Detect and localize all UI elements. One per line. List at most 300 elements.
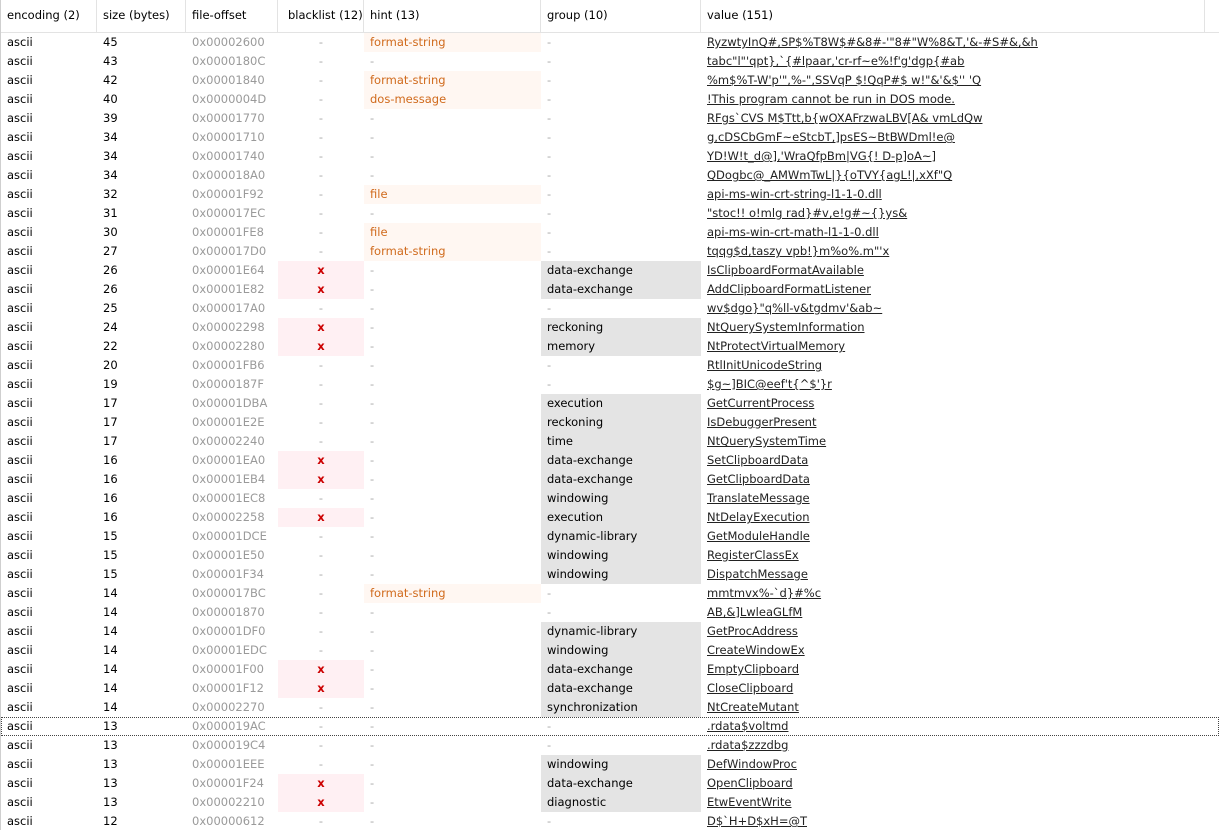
string-value-link[interactable]: GetProcAddress bbox=[707, 624, 798, 638]
file-offset-cell: 0x00001E64 bbox=[192, 263, 265, 277]
string-value-link[interactable]: RFgs`CVS M$Ttt,b{wOXAFrzwaLBV[A& vmLdQw bbox=[707, 111, 983, 125]
encoding-cell: ascii bbox=[7, 567, 33, 581]
size-cell: 20 bbox=[103, 358, 118, 372]
blacklist-cell: - bbox=[318, 700, 324, 714]
file-offset-cell: 0x00002210 bbox=[192, 795, 265, 809]
encoding-cell: ascii bbox=[7, 149, 33, 163]
table-row[interactable] bbox=[1, 717, 1219, 736]
file-offset-cell: 0x00002298 bbox=[192, 320, 265, 334]
size-cell: 22 bbox=[103, 339, 118, 353]
value-cell bbox=[701, 375, 1205, 394]
blacklist-cell: - bbox=[318, 358, 324, 372]
string-value-link[interactable]: NtQuerySystemInformation bbox=[707, 320, 865, 334]
value-cell bbox=[701, 508, 1205, 527]
hint-cell: - bbox=[370, 567, 375, 581]
size-cell: 15 bbox=[103, 548, 118, 562]
encoding-cell: ascii bbox=[7, 605, 33, 619]
hint-cell: - bbox=[370, 510, 375, 524]
blacklist-cell: - bbox=[318, 35, 324, 49]
size-cell: 40 bbox=[103, 92, 118, 106]
file-offset-cell: 0x00001DCE bbox=[192, 529, 267, 543]
file-offset-cell: 0x000019C4 bbox=[192, 738, 266, 752]
string-value-link[interactable]: RegisterClassEx bbox=[707, 548, 799, 562]
string-value-link[interactable]: GetCurrentProcess bbox=[707, 396, 815, 410]
blacklist-cell: - bbox=[318, 586, 324, 600]
column-header-value[interactable]: value (151) bbox=[701, 0, 1205, 32]
encoding-cell: ascii bbox=[7, 681, 33, 695]
hint-cell: - bbox=[370, 605, 375, 619]
blacklist-cell: - bbox=[318, 187, 324, 201]
blacklist-cell: - bbox=[318, 415, 324, 429]
size-cell: 13 bbox=[103, 776, 118, 790]
size-cell: 30 bbox=[103, 225, 118, 239]
file-offset-cell: 0x00001870 bbox=[192, 605, 265, 619]
table-row[interactable] bbox=[1, 204, 1219, 223]
group-cell: - bbox=[547, 719, 552, 733]
value-cell bbox=[701, 546, 1205, 565]
file-offset-cell: 0x00001F24 bbox=[192, 776, 264, 790]
hint-cell: - bbox=[370, 681, 375, 695]
table-row[interactable] bbox=[1, 337, 1219, 356]
string-value-link[interactable]: api-ms-win-crt-string-l1-1-0.dll bbox=[707, 187, 882, 201]
string-value-link[interactable]: mmtmvx%-`d}#%c bbox=[707, 586, 822, 600]
hint-cell: - bbox=[370, 814, 375, 828]
table-row[interactable] bbox=[1, 470, 1219, 489]
group-cell: data-exchange bbox=[541, 470, 701, 489]
file-offset-cell: 0x00001E82 bbox=[192, 282, 265, 296]
encoding-cell: ascii bbox=[7, 130, 33, 144]
string-value-link[interactable]: .rdata$voltmd bbox=[707, 719, 789, 733]
blacklist-cell: - bbox=[318, 757, 324, 771]
table-row[interactable] bbox=[1, 185, 1219, 204]
encoding-cell: ascii bbox=[7, 643, 33, 657]
table-row[interactable] bbox=[1, 603, 1219, 622]
value-cell bbox=[701, 242, 1205, 261]
blacklist-cell: - bbox=[318, 244, 324, 258]
group-cell: windowing bbox=[541, 565, 701, 584]
file-offset-cell: 0x0000187F bbox=[192, 377, 264, 391]
table-row[interactable] bbox=[1, 527, 1219, 546]
size-cell: 26 bbox=[103, 282, 118, 296]
value-cell bbox=[701, 622, 1205, 641]
size-cell: 15 bbox=[103, 529, 118, 543]
string-value-link[interactable]: g,cDSCbGmF~eStcbT,]psES~BtBWDml!e@ bbox=[707, 130, 955, 144]
encoding-cell: ascii bbox=[7, 510, 33, 524]
group-cell: diagnostic bbox=[541, 793, 701, 812]
hint-cell: - bbox=[370, 111, 375, 125]
file-offset-cell: 0x00000612 bbox=[192, 814, 265, 828]
column-header-encoding[interactable]: encoding (2) bbox=[1, 0, 97, 32]
table-row[interactable] bbox=[1, 451, 1219, 470]
value-cell bbox=[701, 793, 1205, 812]
group-cell: data-exchange bbox=[541, 679, 701, 698]
size-cell: 32 bbox=[103, 187, 118, 201]
table-row[interactable] bbox=[1, 812, 1219, 831]
encoding-cell: ascii bbox=[7, 92, 33, 106]
table-body bbox=[1, 33, 1219, 831]
string-value-link[interactable]: $g~]BIC@eef't{^$'}r bbox=[707, 377, 832, 391]
blacklist-cell: - bbox=[318, 206, 324, 220]
encoding-cell: ascii bbox=[7, 263, 33, 277]
file-offset-cell: 0x000017BC bbox=[192, 586, 266, 600]
string-value-link[interactable]: NtCreateMutant bbox=[707, 700, 799, 714]
table-row[interactable] bbox=[1, 242, 1219, 261]
encoding-cell: ascii bbox=[7, 795, 33, 809]
hint-cell: - bbox=[370, 776, 375, 790]
string-value-link[interactable]: IsDebuggerPresent bbox=[707, 415, 817, 429]
encoding-cell: ascii bbox=[7, 54, 33, 68]
size-cell: 25 bbox=[103, 301, 118, 315]
blacklist-cell: - bbox=[318, 548, 324, 562]
string-value-link[interactable]: NtDelayExecution bbox=[707, 510, 810, 524]
file-offset-cell: 0x00002600 bbox=[192, 35, 265, 49]
hint-cell: - bbox=[370, 358, 375, 372]
table-row[interactable] bbox=[1, 774, 1219, 793]
encoding-cell: ascii bbox=[7, 301, 33, 315]
blacklist-cell: - bbox=[318, 605, 324, 619]
hint-cell: - bbox=[370, 529, 375, 543]
group-cell: reckoning bbox=[541, 318, 701, 337]
string-value-link[interactable]: GetModuleHandle bbox=[707, 529, 810, 543]
file-offset-cell: 0x00001770 bbox=[192, 111, 265, 125]
file-offset-cell: 0x000017EC bbox=[192, 206, 266, 220]
value-cell bbox=[701, 527, 1205, 546]
table-row[interactable] bbox=[1, 90, 1219, 109]
value-cell bbox=[701, 166, 1205, 185]
size-cell: 27 bbox=[103, 244, 118, 258]
encoding-cell: ascii bbox=[7, 776, 33, 790]
blacklist-cell: - bbox=[318, 567, 324, 581]
table-row[interactable] bbox=[1, 394, 1219, 413]
table-row[interactable] bbox=[1, 432, 1219, 451]
string-value-link[interactable]: TranslateMessage bbox=[707, 491, 810, 505]
table-row[interactable] bbox=[1, 660, 1219, 679]
blacklist-cell: - bbox=[318, 643, 324, 657]
string-value-link[interactable]: api-ms-win-crt-math-l1-1-0.dll bbox=[707, 225, 879, 239]
table-header bbox=[1, 0, 1219, 33]
string-value-link[interactable]: tabc"l"'qpt},`{#lpaar,'cr-rf~e%!f'g'dgp{#ab bbox=[707, 54, 965, 68]
table-row[interactable] bbox=[1, 508, 1219, 527]
group-cell: dynamic-library bbox=[541, 622, 701, 641]
file-offset-cell: 0x00001FE8 bbox=[192, 225, 264, 239]
hint-cell: - bbox=[370, 339, 375, 353]
blacklist-cell: - bbox=[318, 73, 324, 87]
group-cell: execution bbox=[541, 394, 701, 413]
encoding-cell: ascii bbox=[7, 415, 33, 429]
value-cell bbox=[701, 413, 1205, 432]
table-row[interactable] bbox=[1, 109, 1219, 128]
string-value-link[interactable]: %m$%T-W'p'",%-",SSVqP $!QqP#$ w!"&'&$'' 'Q bbox=[707, 73, 982, 87]
string-value-link[interactable]: SetClipboardData bbox=[707, 453, 809, 467]
file-offset-cell: 0x00002258 bbox=[192, 510, 265, 524]
value-cell bbox=[701, 299, 1205, 318]
table-row[interactable] bbox=[1, 565, 1219, 584]
size-cell: 31 bbox=[103, 206, 118, 220]
hint-cell: - bbox=[370, 320, 375, 334]
blacklist-mark-icon: x bbox=[278, 280, 364, 299]
hint-cell: - bbox=[370, 491, 375, 505]
group-cell: data-exchange bbox=[541, 261, 701, 280]
group-cell: - bbox=[547, 73, 552, 87]
string-value-link[interactable]: DispatchMessage bbox=[707, 567, 808, 581]
encoding-cell: ascii bbox=[7, 529, 33, 543]
table-row[interactable] bbox=[1, 280, 1219, 299]
hint-cell: - bbox=[370, 700, 375, 714]
group-cell: - bbox=[547, 149, 552, 163]
file-offset-cell: 0x00001EC8 bbox=[192, 491, 266, 505]
blacklist-mark-icon: x bbox=[278, 679, 364, 698]
size-cell: 14 bbox=[103, 586, 118, 600]
file-offset-cell: 0x00001740 bbox=[192, 149, 265, 163]
blacklist-cell: - bbox=[318, 719, 324, 733]
hint-cell: - bbox=[370, 54, 375, 68]
column-header-hint[interactable]: hint (13) bbox=[364, 0, 541, 32]
table-row[interactable] bbox=[1, 223, 1219, 242]
hint-cell: format-string bbox=[364, 33, 541, 52]
group-cell: execution bbox=[541, 508, 701, 527]
size-cell: 16 bbox=[103, 491, 118, 505]
hint-cell: - bbox=[370, 434, 375, 448]
group-cell: reckoning bbox=[541, 413, 701, 432]
encoding-cell: ascii bbox=[7, 700, 33, 714]
table-row[interactable] bbox=[1, 584, 1219, 603]
file-offset-cell: 0x00001F00 bbox=[192, 662, 264, 676]
hint-cell: - bbox=[370, 206, 375, 220]
group-cell: - bbox=[547, 814, 552, 828]
blacklist-mark-icon: x bbox=[278, 470, 364, 489]
table-row[interactable] bbox=[1, 546, 1219, 565]
table-row[interactable] bbox=[1, 166, 1219, 185]
value-cell bbox=[701, 774, 1205, 793]
string-value-link[interactable]: D$`H+D$xH=@T bbox=[707, 814, 807, 828]
hint-cell: - bbox=[370, 757, 375, 771]
string-value-link[interactable]: CreateWindowEx bbox=[707, 643, 805, 657]
blacklist-cell: - bbox=[318, 529, 324, 543]
table-row[interactable] bbox=[1, 793, 1219, 812]
encoding-cell: ascii bbox=[7, 757, 33, 771]
column-header-group[interactable]: group (10) bbox=[541, 0, 701, 32]
blacklist-cell: - bbox=[318, 814, 324, 828]
string-value-link[interactable]: wv$dgo}"q%ll-v&tgdmv'&ab~ bbox=[707, 301, 883, 315]
blacklist-mark-icon: x bbox=[278, 508, 364, 527]
file-offset-cell: 0x0000180C bbox=[192, 54, 266, 68]
encoding-cell: ascii bbox=[7, 814, 33, 828]
file-offset-cell: 0x00001EA0 bbox=[192, 453, 266, 467]
group-cell: dynamic-library bbox=[541, 527, 701, 546]
table-row[interactable] bbox=[1, 679, 1219, 698]
file-offset-cell: 0x00001EDC bbox=[192, 643, 267, 657]
group-cell: synchronization bbox=[541, 698, 701, 717]
value-cell bbox=[701, 337, 1205, 356]
value-cell bbox=[701, 356, 1205, 375]
encoding-cell: ascii bbox=[7, 225, 33, 239]
hint-cell: - bbox=[370, 719, 375, 733]
encoding-cell: ascii bbox=[7, 396, 33, 410]
group-cell: - bbox=[547, 92, 552, 106]
column-header-file-offset[interactable]: file-offset bbox=[186, 0, 278, 32]
size-cell: 12 bbox=[103, 814, 118, 828]
table-row[interactable] bbox=[1, 299, 1219, 318]
table-row[interactable] bbox=[1, 413, 1219, 432]
table-row[interactable] bbox=[1, 33, 1219, 52]
size-cell: 14 bbox=[103, 624, 118, 638]
file-offset-cell: 0x00001F92 bbox=[192, 187, 264, 201]
hint-cell: dos-message bbox=[364, 90, 541, 109]
string-value-link[interactable]: GetClipboardData bbox=[707, 472, 810, 486]
group-cell: - bbox=[547, 738, 552, 752]
size-cell: 17 bbox=[103, 415, 118, 429]
hint-cell: - bbox=[370, 453, 375, 467]
encoding-cell: ascii bbox=[7, 719, 33, 733]
table-row[interactable] bbox=[1, 622, 1219, 641]
group-cell: - bbox=[547, 244, 552, 258]
value-cell bbox=[701, 33, 1205, 52]
string-value-link[interactable]: IsClipboardFormatAvailable bbox=[707, 263, 864, 277]
group-cell: - bbox=[547, 377, 552, 391]
string-value-link[interactable]: RyzwtyInQ#,SP$%T8W$#&8#-'"8#"W%8&T,'&-#S#&,&h bbox=[707, 35, 1038, 49]
blacklist-mark-icon: x bbox=[278, 261, 364, 280]
value-cell bbox=[701, 660, 1205, 679]
hint-cell: - bbox=[370, 548, 375, 562]
group-cell: windowing bbox=[541, 489, 701, 508]
value-cell bbox=[701, 451, 1205, 470]
hint-cell: - bbox=[370, 263, 375, 277]
group-cell: windowing bbox=[541, 755, 701, 774]
string-value-link[interactable]: NtQuerySystemTime bbox=[707, 434, 827, 448]
file-offset-cell: 0x0000004D bbox=[192, 92, 267, 106]
group-cell: - bbox=[547, 358, 552, 372]
hint-cell: - bbox=[370, 472, 375, 486]
table-row[interactable] bbox=[1, 71, 1219, 90]
string-value-link[interactable]: DefWindowProc bbox=[707, 757, 797, 771]
table-row[interactable] bbox=[1, 356, 1219, 375]
group-cell: - bbox=[547, 301, 552, 315]
hint-cell: - bbox=[370, 282, 375, 296]
table-row[interactable] bbox=[1, 489, 1219, 508]
encoding-cell: ascii bbox=[7, 586, 33, 600]
file-offset-cell: 0x000017A0 bbox=[192, 301, 266, 315]
hint-cell: - bbox=[370, 738, 375, 752]
file-offset-cell: 0x00002270 bbox=[192, 700, 265, 714]
hint-cell: - bbox=[370, 624, 375, 638]
hint-cell: - bbox=[370, 795, 375, 809]
table-row[interactable] bbox=[1, 128, 1219, 147]
group-cell: - bbox=[547, 605, 552, 619]
column-header-blacklist[interactable]: blacklist (12) bbox=[278, 0, 364, 32]
encoding-cell: ascii bbox=[7, 358, 33, 372]
encoding-cell: ascii bbox=[7, 111, 33, 125]
string-value-link[interactable]: QDogbc@_AMWmTwL|}{oTVY{agL!|,xXf"Q bbox=[707, 168, 953, 182]
size-cell: 34 bbox=[103, 149, 118, 163]
table-row[interactable] bbox=[1, 52, 1219, 71]
table-row[interactable] bbox=[1, 147, 1219, 166]
string-value-link[interactable]: OpenClipboard bbox=[707, 776, 793, 790]
string-value-link[interactable]: EtwEventWrite bbox=[707, 795, 792, 809]
encoding-cell: ascii bbox=[7, 624, 33, 638]
string-value-link[interactable]: "stoc!! o!mlg rad}#v,e!g#~{}ys& bbox=[707, 206, 908, 220]
encoding-cell: ascii bbox=[7, 244, 33, 258]
hint-cell: format-string bbox=[364, 584, 541, 603]
value-cell bbox=[701, 90, 1205, 109]
group-cell: - bbox=[547, 111, 552, 125]
blacklist-mark-icon: x bbox=[278, 660, 364, 679]
value-cell bbox=[701, 432, 1205, 451]
table-row[interactable] bbox=[1, 261, 1219, 280]
size-cell: 16 bbox=[103, 472, 118, 486]
file-offset-cell: 0x00001710 bbox=[192, 130, 265, 144]
size-cell: 45 bbox=[103, 35, 118, 49]
size-cell: 24 bbox=[103, 320, 118, 334]
file-offset-cell: 0x00001F12 bbox=[192, 681, 264, 695]
value-cell bbox=[701, 223, 1205, 242]
hint-cell: - bbox=[370, 168, 375, 182]
string-value-link[interactable]: CloseClipboard bbox=[707, 681, 794, 695]
hint-cell: - bbox=[370, 130, 375, 144]
encoding-cell: ascii bbox=[7, 73, 33, 87]
string-value-link[interactable]: YD!W!t_d@],'WraQfpBm|VG{! D-p]oA~] bbox=[707, 149, 937, 163]
table-row[interactable] bbox=[1, 755, 1219, 774]
blacklist-mark-icon: x bbox=[278, 793, 364, 812]
blacklist-cell: - bbox=[318, 377, 324, 391]
encoding-cell: ascii bbox=[7, 377, 33, 391]
group-cell: data-exchange bbox=[541, 451, 701, 470]
size-cell: 42 bbox=[103, 73, 118, 87]
file-offset-cell: 0x00001E2E bbox=[192, 415, 265, 429]
string-value-link[interactable]: RtlInitUnicodeString bbox=[707, 358, 823, 372]
table-row[interactable] bbox=[1, 736, 1219, 755]
size-cell: 39 bbox=[103, 111, 118, 125]
table-row[interactable] bbox=[1, 318, 1219, 337]
string-value-link[interactable]: AB,&]LwleaGLfM bbox=[707, 605, 803, 619]
table-row[interactable] bbox=[1, 375, 1219, 394]
blacklist-mark-icon: x bbox=[278, 451, 364, 470]
size-cell: 16 bbox=[103, 510, 118, 524]
value-cell bbox=[701, 755, 1205, 774]
value-cell bbox=[701, 812, 1205, 831]
hint-cell: - bbox=[370, 301, 375, 315]
string-value-link[interactable]: AddClipboardFormatListener bbox=[707, 282, 871, 296]
value-cell bbox=[701, 52, 1205, 71]
hint-cell: - bbox=[370, 662, 375, 676]
value-cell bbox=[701, 261, 1205, 280]
blacklist-cell: - bbox=[318, 738, 324, 752]
size-cell: 14 bbox=[103, 605, 118, 619]
string-value-link[interactable]: EmptyClipboard bbox=[707, 662, 800, 676]
string-value-link[interactable]: tqqg$d,taszy vpb!}m%o%.m"'x bbox=[707, 244, 890, 258]
string-value-link[interactable]: .rdata$zzzdbg bbox=[707, 738, 789, 752]
size-cell: 14 bbox=[103, 643, 118, 657]
file-offset-cell: 0x00001FB6 bbox=[192, 358, 265, 372]
size-cell: 14 bbox=[103, 662, 118, 676]
size-cell: 16 bbox=[103, 453, 118, 467]
table-row[interactable] bbox=[1, 698, 1219, 717]
file-offset-cell: 0x000018A0 bbox=[192, 168, 266, 182]
value-cell bbox=[701, 489, 1205, 508]
file-offset-cell: 0x00001EEE bbox=[192, 757, 265, 771]
value-cell bbox=[701, 584, 1205, 603]
value-cell bbox=[701, 698, 1205, 717]
blacklist-cell: - bbox=[318, 168, 324, 182]
string-value-link[interactable]: NtProtectVirtualMemory bbox=[707, 339, 846, 353]
column-header-size[interactable]: size (bytes) bbox=[97, 0, 186, 32]
table-row[interactable] bbox=[1, 641, 1219, 660]
value-cell bbox=[701, 641, 1205, 660]
value-cell bbox=[701, 147, 1205, 166]
string-value-link[interactable]: !This program cannot be run in DOS mode. bbox=[707, 92, 955, 106]
blacklist-cell: - bbox=[318, 111, 324, 125]
hint-cell: - bbox=[370, 149, 375, 163]
file-offset-cell: 0x00002280 bbox=[192, 339, 265, 353]
